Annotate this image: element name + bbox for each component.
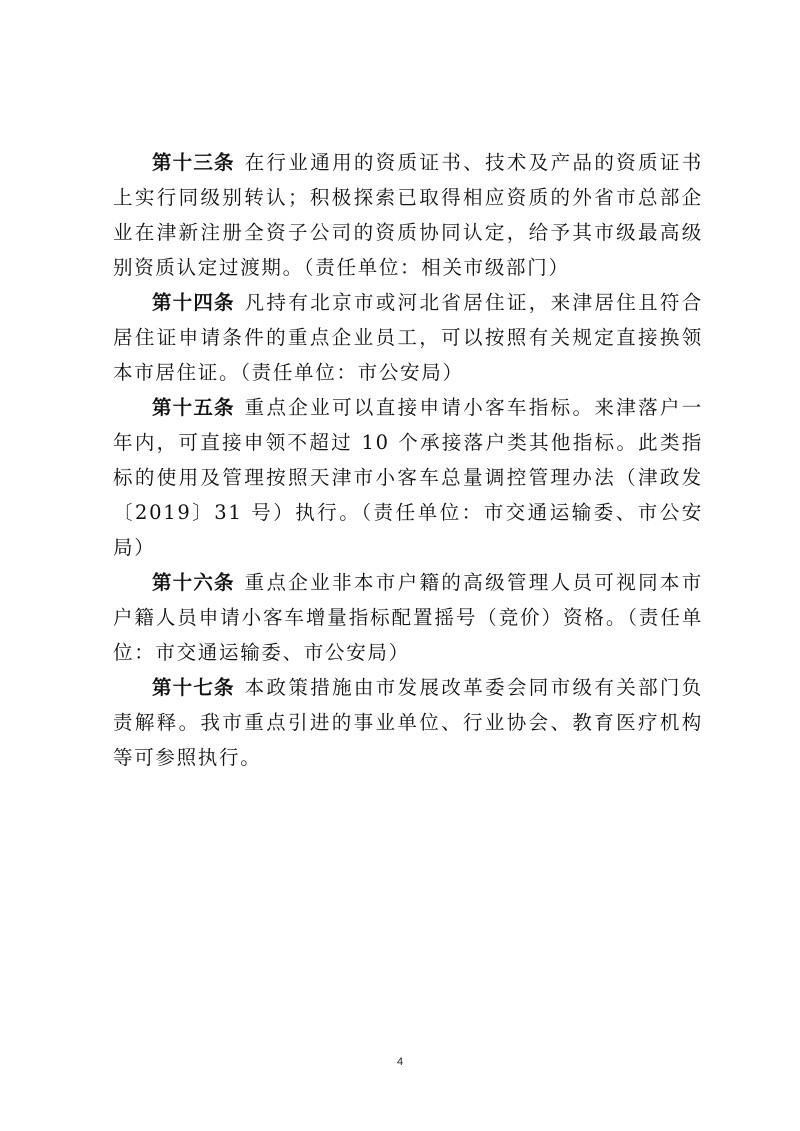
article-15-label: 第十五条: [152, 396, 235, 419]
article-17-text: 本政策措施由市发展改革委会同市级有关部门负责解释。我市重点引进的事业单位、行业协会、教育医疗机构等可参照执行。: [113, 676, 703, 769]
article-15: [113, 390, 703, 565]
article-16-text: 重点企业非本市户籍的高级管理人员可视同本市户籍人员申请小客车增量指标配置摇号（竞价）资格。（责任单位：市交通运输委、市公安局）: [113, 571, 703, 664]
page-number: 4: [396, 1056, 404, 1068]
article-13-text: 在行业通用的资质证书、技术及产品的资质证书上实行同级别转认；积极探索已取得相应资质的外省市总部企业在津新注册全资子公司的资质协同认定，给予其市级最高级别资质认定过渡期。（责任单位：相关市级部门）: [113, 151, 703, 279]
article-17: [113, 670, 703, 775]
article-13: [113, 145, 703, 285]
article-16: [113, 565, 703, 670]
article-14-text: 凡持有北京市或河北省居住证，来津居住且符合居住证申请条件的重点企业员工，可以按照有关规定直接换领本市居住证。（责任单位：市公安局）: [113, 291, 703, 384]
document-body: [113, 145, 703, 775]
article-14-label: 第十四条: [152, 291, 235, 314]
article-15-text: 重点企业可以直接申请小客车指标。来津落户一年内，可直接申领不超过 10 个承接落户类其他指标。此类指标的使用及管理按照天津市小客车总量调控管理办法（津政发〔2019〕31 号）执行。（责任单位：市交通运输委、市公安局）: [113, 396, 703, 559]
article-16-label: 第十六条: [152, 571, 235, 594]
article-17-label: 第十七条: [152, 676, 235, 699]
article-13-label: 第十三条: [152, 151, 235, 174]
article-14: [113, 285, 703, 390]
